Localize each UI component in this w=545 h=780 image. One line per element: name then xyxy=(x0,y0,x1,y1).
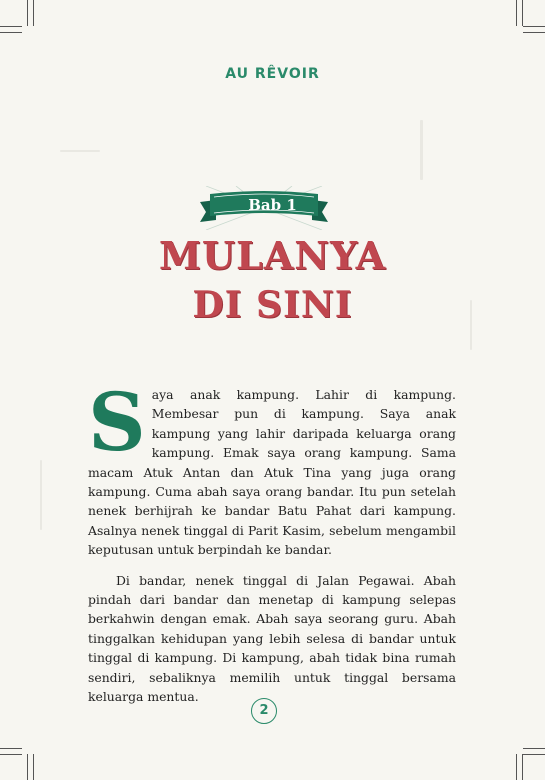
crop-mark xyxy=(523,32,545,33)
crop-mark xyxy=(0,748,22,749)
chapter-title-line2: DI SINI xyxy=(192,284,353,326)
crop-mark xyxy=(0,26,22,27)
paper-texture xyxy=(60,150,100,152)
crop-mark xyxy=(27,754,28,780)
running-head: AU RÊVOIR xyxy=(225,66,320,82)
crop-mark xyxy=(523,748,545,749)
page-number: 2 xyxy=(251,698,277,724)
paper-texture xyxy=(40,460,42,530)
crop-mark xyxy=(516,0,517,26)
crop-mark xyxy=(33,754,34,780)
crop-mark xyxy=(523,754,545,755)
crop-mark xyxy=(0,754,22,755)
crop-mark xyxy=(33,0,34,26)
chapter-label: Bab 1 xyxy=(248,196,297,214)
drop-cap: S xyxy=(88,375,146,469)
paragraph-text: aya anak kampung. Lahir di kampung. Membesar pun di kampung. Saya anak kampung yang lahir daripada keluarga orang kampung. Emak saya orang kampung. Sama macam Atuk Antan dan Atuk Tina yang juga orang kampung. Cuma abah saya orang bandar. Itu pun setelah nenek berhijrah ke bandar Batu Pahat dari kampung. Asalnya nenek tinggal di Parit Kasim, sebelum mengambil keputusan untuk berpindah ke bandar. xyxy=(88,387,456,558)
crop-mark xyxy=(27,0,28,26)
paragraph: Di bandar, nenek tinggal di Jalan Pegawai. Abah pindah dari bandar dan menetap di kampung selepas berkahwin dengan emak. Abah saya seorang guru. Abah tinggalkan kehidupan yang lebih selesa di bandar untuk tinggal di kampung. Di kampung, abah tidak bina rumah sendiri, sebaliknya memilih untuk tinggal bersama keluarga mentua. xyxy=(88,572,456,705)
crop-mark xyxy=(0,32,22,33)
chapter-body xyxy=(88,375,456,718)
crop-mark xyxy=(522,754,523,780)
paragraph xyxy=(88,375,456,560)
crop-mark xyxy=(516,754,517,780)
crop-mark xyxy=(522,0,523,26)
crop-mark xyxy=(523,26,545,27)
paper-texture xyxy=(420,120,423,180)
chapter-title-line1: MULANYA xyxy=(158,233,387,278)
